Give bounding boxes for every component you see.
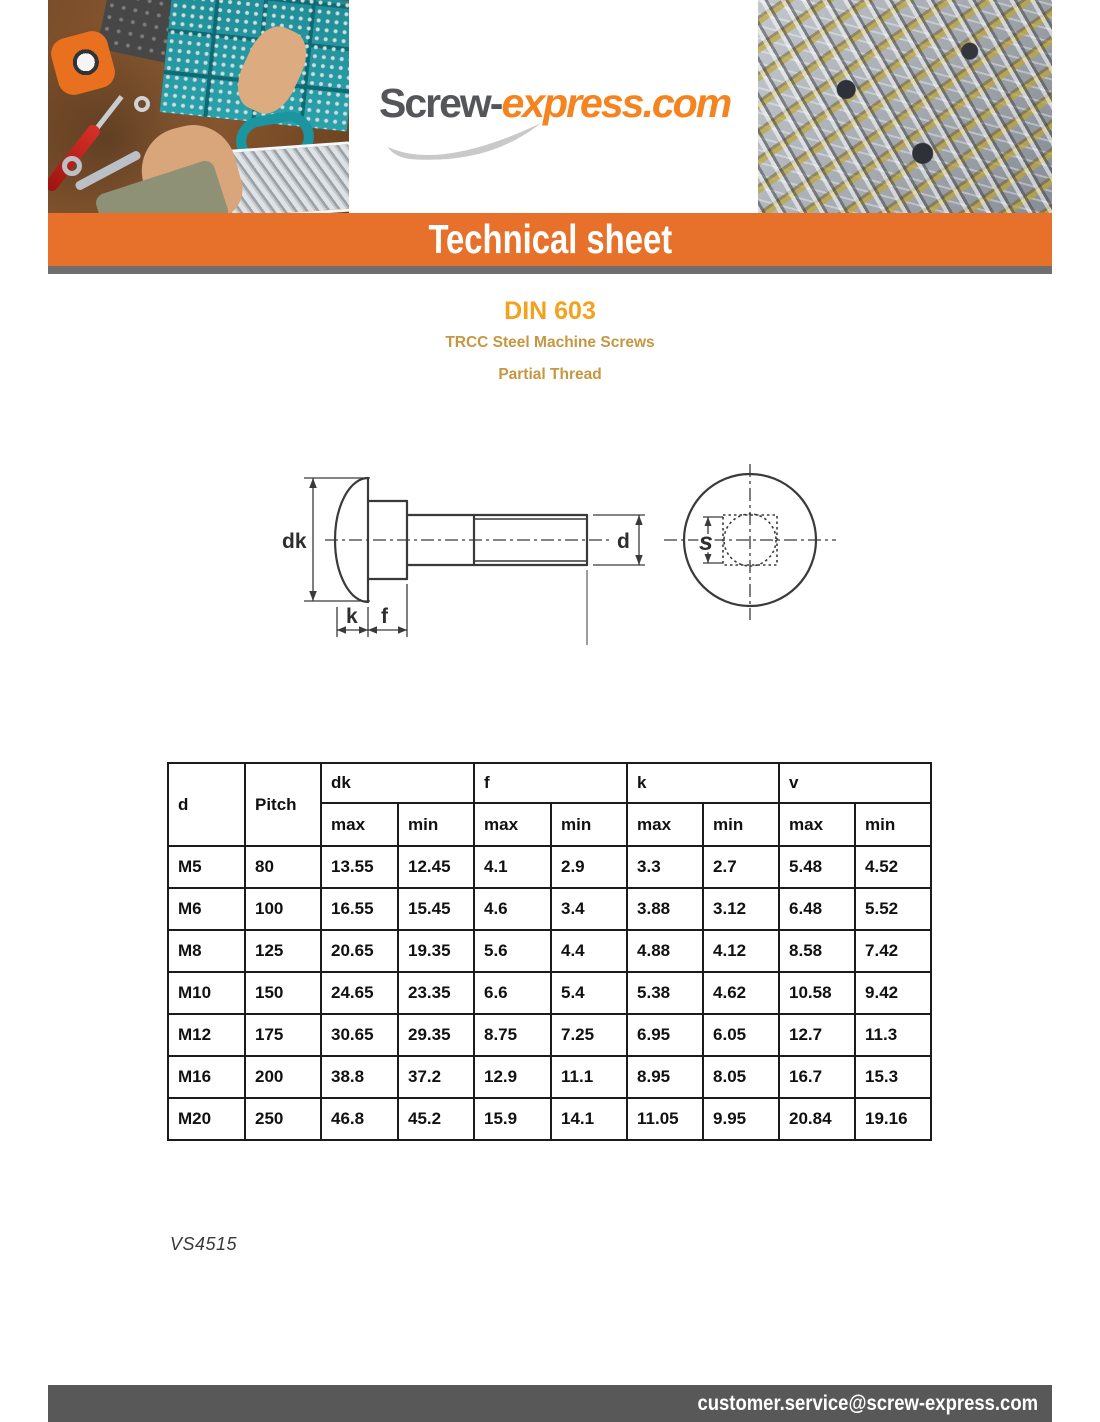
- subtitle-thread: Partial Thread: [498, 366, 602, 383]
- table-cell: 9.95: [703, 1098, 779, 1140]
- table-cell: 16.55: [321, 888, 398, 930]
- f-label: f: [381, 605, 388, 628]
- table-cell: 6.6: [474, 972, 551, 1014]
- logo-swoosh-icon: [385, 118, 555, 166]
- table-cell: 5.6: [474, 930, 551, 972]
- table-row: [168, 1098, 931, 1140]
- col-header-f: f: [474, 763, 627, 803]
- table-cell: 80: [245, 846, 321, 888]
- dk-label: dk: [282, 530, 307, 553]
- end-view: [664, 464, 836, 620]
- table-cell: 200: [245, 1056, 321, 1098]
- table-cell: 4.4: [551, 930, 627, 972]
- table-cell: 9.42: [855, 972, 931, 1014]
- technical-drawing: [280, 440, 840, 655]
- table-cell: 19.35: [398, 930, 474, 972]
- table-cell: 4.1: [474, 846, 551, 888]
- table-cell: 5.4: [551, 972, 627, 1014]
- table-cell: 100: [245, 888, 321, 930]
- screws-photo: [758, 0, 1052, 213]
- workbench-photo: [48, 0, 349, 213]
- table-cell: 14.1: [551, 1098, 627, 1140]
- table-cell: 45.2: [398, 1098, 474, 1140]
- table-cell: 3.4: [551, 888, 627, 930]
- table-cell: 5.48: [779, 846, 855, 888]
- table-cell: 38.8: [321, 1056, 398, 1098]
- wrench-head-shape: [62, 156, 82, 176]
- table-cell: 24.65: [321, 972, 398, 1014]
- table-cell: 12.9: [474, 1056, 551, 1098]
- table-row: [168, 846, 931, 888]
- table-cell: M16: [168, 1056, 245, 1098]
- divider-bar: [48, 266, 1052, 274]
- subheader-dk-max: max: [321, 803, 398, 846]
- logo-text-screw: Screw-: [379, 80, 502, 126]
- table-cell: 8.58: [779, 930, 855, 972]
- table-cell: 250: [245, 1098, 321, 1140]
- table-cell: 15.9: [474, 1098, 551, 1140]
- footnote: VS4515: [170, 1234, 238, 1254]
- subheader-v-min: min: [855, 803, 931, 846]
- footer-bar: [48, 1385, 1052, 1422]
- subheader-f-min: min: [551, 803, 627, 846]
- table-cell: 37.2: [398, 1056, 474, 1098]
- table-cell: 4.88: [627, 930, 703, 972]
- table-row: [168, 888, 931, 930]
- table-cell: 20.65: [321, 930, 398, 972]
- table-cell: 7.42: [855, 930, 931, 972]
- banner: [48, 213, 1052, 266]
- table-cell: 8.75: [474, 1014, 551, 1056]
- table-cell: 125: [245, 930, 321, 972]
- table-cell: M12: [168, 1014, 245, 1056]
- table-cell: 4.6: [474, 888, 551, 930]
- subheader-v-max: max: [779, 803, 855, 846]
- table-cell: 46.8: [321, 1098, 398, 1140]
- washer-shape: [134, 96, 150, 112]
- subheader-k-max: max: [627, 803, 703, 846]
- subtitle-product: TRCC Steel Machine Screws: [445, 334, 655, 351]
- k-label: k: [346, 605, 358, 628]
- subheader-k-min: min: [703, 803, 779, 846]
- table-cell: 16.7: [779, 1056, 855, 1098]
- d-label: d: [617, 530, 630, 553]
- table-cell: M10: [168, 972, 245, 1014]
- table-cell: 7.25: [551, 1014, 627, 1056]
- table-cell: 13.55: [321, 846, 398, 888]
- col-header-v: v: [779, 763, 931, 803]
- table-cell: 12.7: [779, 1014, 855, 1056]
- table-cell: 5.52: [855, 888, 931, 930]
- table-cell: 20.84: [779, 1098, 855, 1140]
- banner-title: Technical sheet: [428, 216, 672, 262]
- table-cell: 2.7: [703, 846, 779, 888]
- subheader-dk-min: min: [398, 803, 474, 846]
- table-cell: 6.48: [779, 888, 855, 930]
- table-cell: 4.52: [855, 846, 931, 888]
- logo: [349, 0, 758, 213]
- table-cell: 11.3: [855, 1014, 931, 1056]
- table-row: [168, 972, 931, 1014]
- table-cell: 11.1: [551, 1056, 627, 1098]
- table-cell: M6: [168, 888, 245, 930]
- table-cell: 29.35: [398, 1014, 474, 1056]
- table-cell: 30.65: [321, 1014, 398, 1056]
- col-header-pitch: Pitch: [245, 763, 321, 846]
- table-row: [168, 1056, 931, 1098]
- col-header-k: k: [627, 763, 779, 803]
- subheader-f-max: max: [474, 803, 551, 846]
- table-cell: 3.12: [703, 888, 779, 930]
- table-cell: 5.38: [627, 972, 703, 1014]
- table-cell: 15.3: [855, 1056, 931, 1098]
- logo-text-express: express.com: [501, 80, 731, 126]
- col-header-d: d: [168, 763, 245, 846]
- table-cell: M5: [168, 846, 245, 888]
- table-header-row: [168, 763, 931, 803]
- page-title: DIN 603: [504, 297, 596, 325]
- table-cell: 3.88: [627, 888, 703, 930]
- table-cell: 15.45: [398, 888, 474, 930]
- table-cell: 175: [245, 1014, 321, 1056]
- table-cell: 3.3: [627, 846, 703, 888]
- table-cell: 8.95: [627, 1056, 703, 1098]
- table-cell: 23.35: [398, 972, 474, 1014]
- table-cell: 6.05: [703, 1014, 779, 1056]
- col-header-dk: dk: [321, 763, 474, 803]
- table-cell: 2.9: [551, 846, 627, 888]
- footer-email: customer.service@screw-express.com: [697, 1392, 1038, 1415]
- table-cell: 8.05: [703, 1056, 779, 1098]
- table-cell: 10.58: [779, 972, 855, 1014]
- table-cell: 19.16: [855, 1098, 931, 1140]
- dimensions-table: [167, 762, 932, 1141]
- table-cell: 12.45: [398, 846, 474, 888]
- table-row: [168, 1014, 931, 1056]
- table-cell: M8: [168, 930, 245, 972]
- table-cell: 11.05: [627, 1098, 703, 1140]
- table-cell: 6.95: [627, 1014, 703, 1056]
- table-cell: M20: [168, 1098, 245, 1140]
- table-cell: 150: [245, 972, 321, 1014]
- table-row: [168, 930, 931, 972]
- table-cell: 4.62: [703, 972, 779, 1014]
- s-label: s: [699, 528, 713, 556]
- table-cell: 4.12: [703, 930, 779, 972]
